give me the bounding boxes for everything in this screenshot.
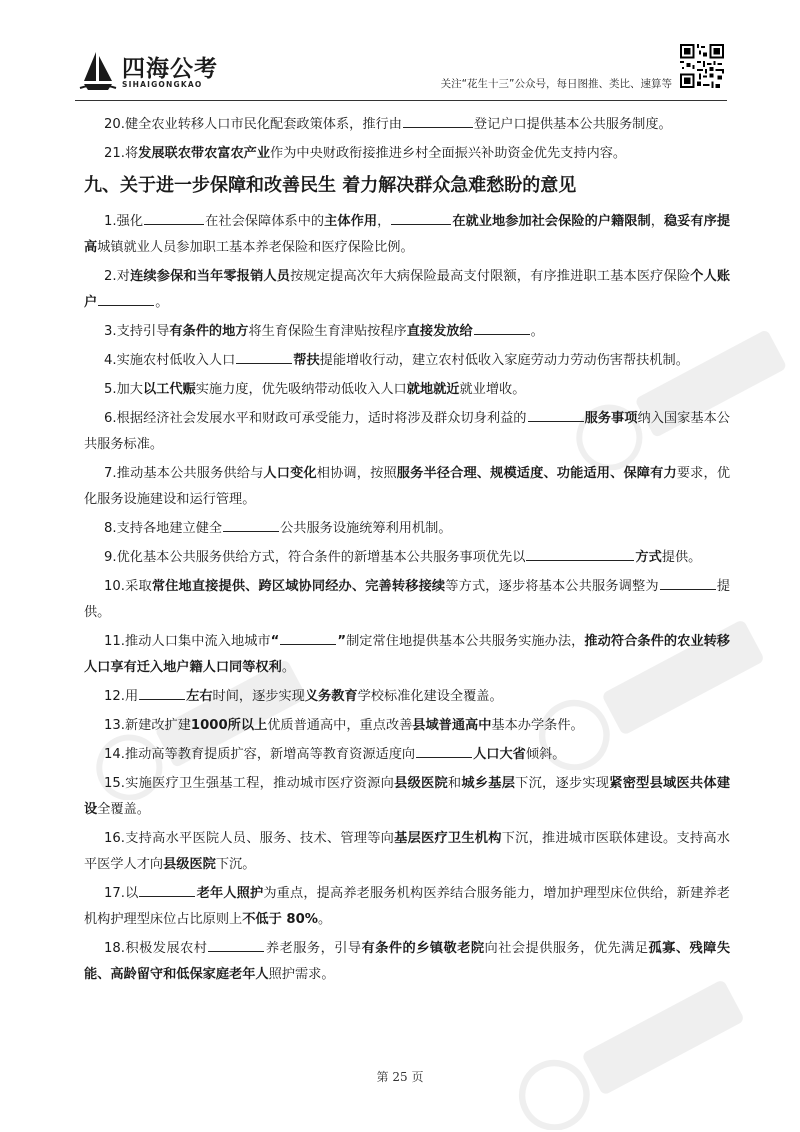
header-divider [75,100,727,101]
item-text: ， [650,214,664,229]
item-text: 时间，逐步实现 [212,689,305,704]
fill-blank-item [84,377,730,403]
bold-text: 义务教育 [304,689,358,704]
item-text: 6.根据经济社会发展水平和财政可承受能力，适时将涉及群众切身利益的 [104,411,527,426]
bold-text: 服务事项 [584,411,638,426]
item-text: 8.支持各地建立健全 [104,521,223,536]
item-text: 18.积极发展农村 [104,941,208,956]
bold-text: 常住地直接提供、跨区域协同经办、完善转移接续 [151,579,446,594]
answer-blank [208,936,264,952]
item-text: 。 [317,912,332,927]
item-text: 下沉，逐步实现 [515,776,610,791]
bold-text: ” [337,634,347,649]
watermark-logo [500,980,760,1130]
item-text: 21.将 [104,146,139,161]
item-text: 纳入国家基本公共服务标准。 [84,411,730,452]
fill-blank-item [84,881,730,933]
answer-blank [660,574,716,590]
bold-text: 县级医院 [394,776,448,791]
answer-blank [416,742,472,758]
bold-text: 在就业地参加社会保险的户籍限制 [452,214,651,229]
fill-blank-item [84,826,730,878]
bold-text: 县级医院 [163,857,216,872]
bold-text: 老年人照护 [196,886,264,901]
qr-code-icon [680,44,724,88]
section-heading: 九、关于进一步保障和改善民生 着力解决群众急难愁盼的意见 [84,175,577,196]
item-text: 9.优化基本公共服务供给方式，符合条件的新增基本公共服务事项优先以 [104,550,526,565]
answer-blank [391,209,451,225]
item-text: 2.对 [104,269,131,284]
bold-text: 左右 [186,689,213,704]
item-text: 12.用 [104,689,139,704]
item-text: 等方式，逐步将基本公共服务调整为 [445,579,659,594]
bold-text: 有条件的乡镇敬老院 [361,941,485,956]
item-text: 就业增收。 [459,382,526,397]
fill-blank-item [84,112,730,138]
item-text: 优质普通高中，重点改善 [267,718,413,733]
fill-blank-item [84,209,730,261]
header-slogan: 关注“花生十三”公众号，每日图推、类比、速算等 [440,78,672,90]
bold-text: 主体作用 [324,214,378,229]
bold-text: “ [270,634,280,649]
item-text: 14.推动高等教育提质扩容，新增高等教育资源适度向 [104,747,416,762]
fill-blank-item [84,348,730,374]
bold-text: 人口变化 [263,466,317,481]
answer-blank [139,881,195,897]
item-text: 11.推动人口集中流入地城市 [104,634,271,649]
answer-blank [280,629,336,645]
fill-blank-item [84,936,730,988]
answer-blank [223,516,279,532]
fill-blank-item [84,574,730,626]
item-text: 4.实施农村低收入人口 [104,353,236,368]
brand-name: 四海公考 [122,56,218,82]
item-text: 城镇就业人员参加职工基本养老保险和医疗保险比例。 [97,240,414,255]
item-text: 下沉，推进城市医联体建设。支持高水平医学人才向 [84,831,730,872]
item-text: 为重点，提高养老服务机构医养结合服务能力，增加护理型床位供给，新建养老机构护理型床位占比原则上 [84,886,730,927]
item-text: 提供。 [661,550,702,565]
bold-text: 孤寡、残障失能、高龄留守和低保家庭老年人 [84,941,731,982]
bold-text: 1000所以上 [190,718,268,733]
item-text: 相协调，按照 [316,466,397,481]
item-text: 登记户口提供基本公共服务制度。 [473,117,672,132]
bold-text: 有条件的地方 [169,324,249,339]
item-text: 作为中央财政衔接推进乡村全面振兴补助资金优先支持内容。 [270,146,627,161]
item-text: 学校标准化建设全覆盖。 [357,689,503,704]
sail-boat-icon [78,48,118,92]
item-text: 16.支持高水平医院人员、服务、技术、管理等向 [104,831,395,846]
bold-text: 方式 [635,550,662,565]
bold-text: 直接发放给 [406,324,473,339]
item-text: 向社会提供服务，优先满足 [484,941,649,956]
item-text: 和 [447,776,462,791]
fill-blank-item [84,771,730,823]
answer-blank [526,545,634,561]
fill-blank-item [84,141,730,167]
item-text: 将生育保险生育津贴按程序 [248,324,407,339]
item-text: 实施力度，优先吸纳带动低收入人口 [195,382,407,397]
answer-blank [528,406,584,422]
brand-logo [78,48,278,98]
fill-blank-item [84,516,730,542]
item-text: 养老服务，引导 [265,941,362,956]
answer-blank [403,112,473,128]
item-text: 基本办学条件。 [491,718,584,733]
item-text: 。 [281,660,295,675]
page-number: 第 25 页 [376,1070,424,1084]
item-text: 5.加大 [104,382,143,397]
page-header [0,0,800,110]
bold-text: 县域普通高中 [412,718,492,733]
item-text: 。 [155,295,169,310]
bold-text: 连续参保和当年零报销人员 [130,269,291,284]
fill-blank-item [84,713,730,739]
bold-text: 发展联农带农富农产业 [138,146,271,161]
fill-blank-item [84,264,730,316]
answer-blank [236,348,292,364]
bold-text: 基层医疗卫生机构 [394,831,502,846]
item-text: 3.支持引导 [104,324,170,339]
item-text: 要求，优化服务设施建设和运行管理。 [84,466,731,507]
item-text: 17.以 [104,886,139,901]
item-text: 20.健全农业转移人口市民化配套政策体系，推行由 [104,117,402,132]
item-text: 13.新建改扩建 [104,718,191,733]
item-text: 提供。 [84,579,731,620]
item-text: 7.推动基本公共服务供给与 [104,466,264,481]
fill-blank-item [84,319,730,345]
item-text: 1.强化 [104,214,144,229]
bold-text: 服务半径合理、规模适度、功能适用、保障有力 [396,466,677,481]
bold-text: 人口大省 [473,747,526,762]
item-text: 制定常住地提供基本公共服务实施办法， [346,634,585,649]
fill-blank-item [84,684,730,710]
item-text: ， [377,214,391,229]
bold-text: 不低于 80% [242,912,318,927]
item-text: 提能增收行动，建立农村低收入家庭劳动力劳动伤害帮扶机制。 [319,353,689,368]
bold-text: 推动符合条件的农业转移人口享有迁入地户籍人口同等权利 [84,634,730,675]
bold-text: 帮扶 [293,353,320,368]
item-text: 公共服务设施统筹利用机制。 [280,521,452,536]
bold-text: 稳妥有序提高 [84,214,731,255]
brand-name-en: SIHAIGONGKAO [122,80,203,89]
fill-blank-item [84,545,730,571]
question-list [84,209,730,988]
fill-blank-item [84,742,730,768]
answer-blank [144,209,204,225]
answer-blank [139,684,185,700]
bold-text: 个人账户 [84,269,731,310]
bold-text: 以工代赈 [142,382,196,397]
fill-blank-item [84,629,730,681]
document-body [84,112,730,991]
bold-text: 就地就近 [406,382,460,397]
bold-text: 紧密型县域医共体建设 [84,776,731,817]
item-text: 倾斜。 [525,747,566,762]
item-text: 15.实施医疗卫生强基工程，推动城市医疗资源向 [104,776,395,791]
item-text: 在社会保障体系中的 [205,214,325,229]
item-text: 10.采取 [104,579,152,594]
fill-blank-item [84,406,730,458]
item-text: 全覆盖。 [97,802,150,817]
item-text: 下沉。 [215,857,256,872]
top-items [84,112,730,167]
fill-blank-item [84,461,730,513]
item-text: 按规定提高次年大病保险最高支付限额，有序推进职工基本医疗保险 [290,269,691,284]
item-text: 。 [530,324,544,339]
answer-blank [98,290,154,306]
item-text: 照护需求。 [268,967,335,982]
answer-blank [474,319,530,335]
bold-text: 城乡基层 [461,776,516,791]
